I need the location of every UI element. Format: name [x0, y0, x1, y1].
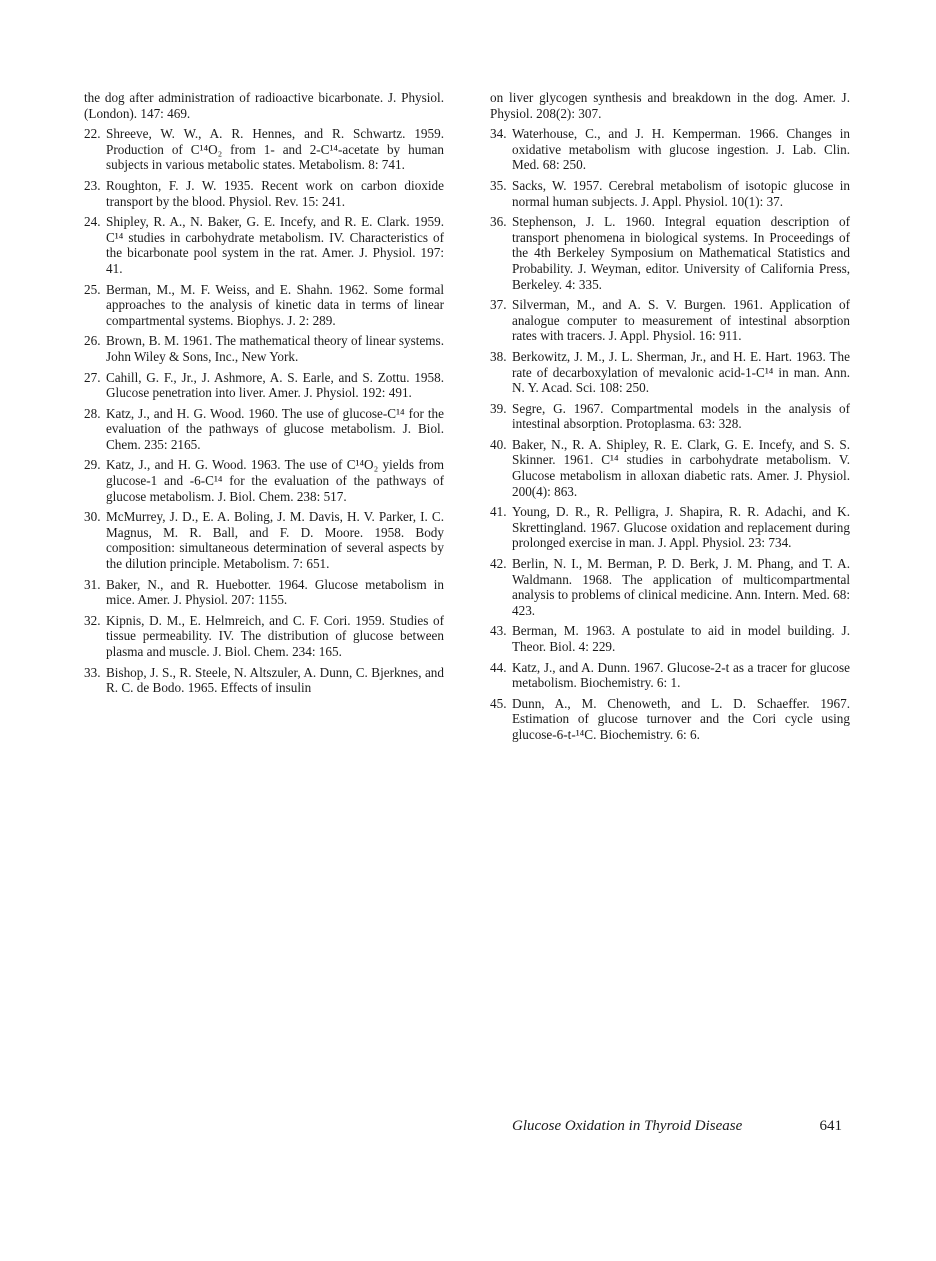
- reference-text: Cahill, G. F., Jr., J. Ashmore, A. S. Earle, and S. Zottu. 1958. Glucose penetration into liver. Amer. J. Physiol. 192: 491.: [106, 369, 444, 401]
- reference-number: 40.: [490, 436, 507, 452]
- reference-number: 29.: [84, 457, 101, 473]
- reference-entry: on liver glycogen synthesis and breakdown in the dog. Amer. J. Physiol. 208(2): 307.: [490, 90, 850, 121]
- reference-entry: [84, 370, 444, 401]
- reference-text: Dunn, A., M. Chenoweth, and L. D. Schaeffer. 1967. Estimation of glucose turnover and the Cori cycle using glucose-6-t-¹⁴C. Biochemistry. 6: 6.: [512, 695, 850, 742]
- reference-entry: [84, 509, 444, 571]
- reference-text: Baker, N., and R. Huebotter. 1964. Glucose metabolism in mice. Amer. J. Physiol. 207: 1155.: [106, 576, 444, 608]
- reference-entry: [490, 660, 850, 691]
- reference-text: Young, D. R., R. Pelligra, J. Shapira, R. R. Adachi, and K. Skrettingland. 1967. Glucose oxidation and replacement during prolonged exercise in man. J. Appl. Physiol. 23: 734.: [512, 504, 850, 551]
- left-reference-column: [84, 90, 444, 701]
- reference-text: Stephenson, J. L. 1960. Integral equation description of transport phenomena in biological systems. In Proceedings of the 4th Berkeley Symposium on Mathematical Statistics and Probability. J. Weyman, editor. University of California Press, Berkeley. 4: 335.: [512, 214, 850, 292]
- reference-text: Silverman, M., and A. S. V. Burgen. 1961. Application of analogue computer to measurement of intestinal absorption rates with tracers. J. Appl. Physiol. 16: 911.: [512, 297, 850, 344]
- reference-number: 30.: [84, 509, 101, 525]
- reference-text: Brown, B. M. 1961. The mathematical theory of linear systems. John Wiley & Sons, Inc., New York.: [106, 333, 444, 364]
- reference-number: 36.: [490, 214, 507, 230]
- reference-entry: [490, 349, 850, 396]
- reference-entry: [490, 401, 850, 432]
- reference-text: Baker, N., R. A. Shipley, R. E. Clark, G. E. Incefy, and S. S. Skinner. 1961. C¹⁴ studies in carbohydrate metabolism. V. Glucose metabolism in alloxan diabetic rats. Amer. J. Physiol. 200(4): 863.: [512, 436, 850, 499]
- reference-entry: [490, 126, 850, 173]
- reference-number: 27.: [84, 369, 101, 385]
- reference-text: Shreeve, W. W., A. R. Hennes, and R. Schwartz. 1959. Production of C¹⁴O₂ from 1- and 2-C¹⁴-acetate by human subjects in various metabolic states. Metabolism. 8: 741.: [106, 126, 444, 173]
- reference-number: 43.: [490, 623, 507, 639]
- reference-number: 31.: [84, 576, 101, 592]
- reference-entry: [490, 214, 850, 292]
- reference-number: 45.: [490, 695, 507, 711]
- reference-text: McMurrey, J. D., E. A. Boling, J. M. Davis, H. V. Parker, I. C. Magnus, M. R. Ball, and F. D. Moore. 1958. Body composition: simultaneous determination of several aspects by the dilution principle. Metabolism. 7: 651.: [106, 509, 444, 572]
- reference-number: 23.: [84, 177, 101, 193]
- reference-text: Katz, J., and A. Dunn. 1967. Glucose-2-t as a tracer for glucose metabolism. Biochemistry. 6: 1.: [512, 659, 850, 691]
- reference-text: Segre, G. 1967. Compartmental models in the analysis of intestinal absorption. Protoplasma. 63: 328.: [512, 400, 850, 432]
- reference-number: 25.: [84, 281, 101, 297]
- reference-entry: [84, 282, 444, 329]
- reference-number: 28.: [84, 405, 101, 421]
- reference-text: Sacks, W. 1957. Cerebral metabolism of isotopic glucose in normal human subjects. J. Appl. Physiol. 10(1): 37.: [512, 177, 850, 209]
- reference-number: 33.: [84, 664, 101, 680]
- reference-number: 41.: [490, 504, 507, 520]
- reference-text: Kipnis, D. M., E. Helmreich, and C. F. Cori. 1959. Studies of tissue permeability. IV. The distribution of glucose between plasma and muscle. J. Biol. Chem. 234: 165.: [106, 612, 444, 659]
- reference-text: Katz, J., and H. G. Wood. 1960. The use of glucose-C¹⁴ for the evaluation of the pathways of glucose metabolism. J. Biol. Chem. 235: 2165.: [106, 405, 444, 452]
- reference-entry: [490, 437, 850, 499]
- reference-entry: [490, 178, 850, 209]
- reference-entry: [490, 623, 850, 654]
- reference-entry: [84, 613, 444, 660]
- reference-entry: [84, 214, 444, 276]
- reference-text: Berlin, N. I., M. Berman, P. D. Berk, J. M. Phang, and T. A. Waldmann. 1968. The application of multicompartmental analysis to problems of clinical medicine. Ann. Intern. Med. 68: 423.: [512, 556, 850, 618]
- reference-entry: [84, 665, 444, 696]
- page-number: 641: [819, 1118, 842, 1134]
- reference-text: Shipley, R. A., N. Baker, G. E. Incefy, and R. E. Clark. 1959. C¹⁴ studies in carbohydrate metabolism. IV. Characteristics of the bicarbonate pool system in the rat. Amer. J. Physiol. 197: 41.: [106, 214, 444, 276]
- reference-entry: [84, 333, 444, 364]
- reference-entry: [84, 126, 444, 173]
- reference-number: 24.: [84, 214, 101, 230]
- reference-entry: [84, 178, 444, 209]
- reference-number: 44.: [490, 659, 507, 675]
- reference-text: Berman, M., M. F. Weiss, and E. Shahn. 1962. Some formal approaches to the analysis of kinetic data in terms of linear compartmental systems. Biophys. J. 2: 289.: [106, 281, 444, 328]
- reference-number: 34.: [490, 126, 507, 142]
- reference-text: Berman, M. 1963. A postulate to aid in model building. J. Theor. Biol. 4: 229.: [512, 623, 850, 654]
- reference-number: 38.: [490, 348, 507, 364]
- reference-entry: [490, 504, 850, 551]
- reference-number: 22.: [84, 126, 101, 142]
- reference-entry: [490, 696, 850, 743]
- reference-entry: [490, 556, 850, 618]
- reference-text: Roughton, F. J. W. 1935. Recent work on carbon dioxide transport by the blood. Physiol. Rev. 15: 241.: [106, 177, 444, 209]
- reference-entry: [84, 577, 444, 608]
- reference-entry: [490, 297, 850, 344]
- right-reference-column: [490, 90, 850, 748]
- reference-text: Katz, J., and H. G. Wood. 1963. The use of C¹⁴O₂ yields from glucose-1 and -6-C¹⁴ for the evaluation of the pathways of glucose metabolism. J. Biol. Chem. 238: 517.: [106, 457, 444, 504]
- reference-entry: [84, 406, 444, 453]
- reference-number: 37.: [490, 297, 507, 313]
- reference-number: 42.: [490, 556, 507, 572]
- reference-number: 26.: [84, 333, 101, 349]
- reference-text: Waterhouse, C., and J. H. Kemperman. 1966. Changes in oxidative metabolism with glucose ingestion. J. Lab. Clin. Med. 68: 250.: [512, 126, 850, 173]
- reference-number: 39.: [490, 400, 507, 416]
- running-title: Glucose Oxidation in Thyroid Disease: [512, 1118, 743, 1134]
- reference-text: Bishop, J. S., R. Steele, N. Altszuler, A. Dunn, C. Bjerknes, and R. C. de Bodo. 1965. Effects of insulin: [106, 664, 444, 696]
- reference-entry: the dog after administration of radioactive bicarbonate. J. Physiol. (London). 147: 469.: [84, 90, 444, 121]
- page-footer: [512, 1118, 842, 1135]
- reference-entry: [84, 457, 444, 504]
- reference-number: 35.: [490, 177, 507, 193]
- reference-text: Berkowitz, J. M., J. L. Sherman, Jr., and H. E. Hart. 1963. The rate of decarboxylation of mevalonic acid-1-C¹⁴ in man. Ann. N. Y. Acad. Sci. 108: 250.: [512, 348, 850, 396]
- reference-number: 32.: [84, 612, 101, 628]
